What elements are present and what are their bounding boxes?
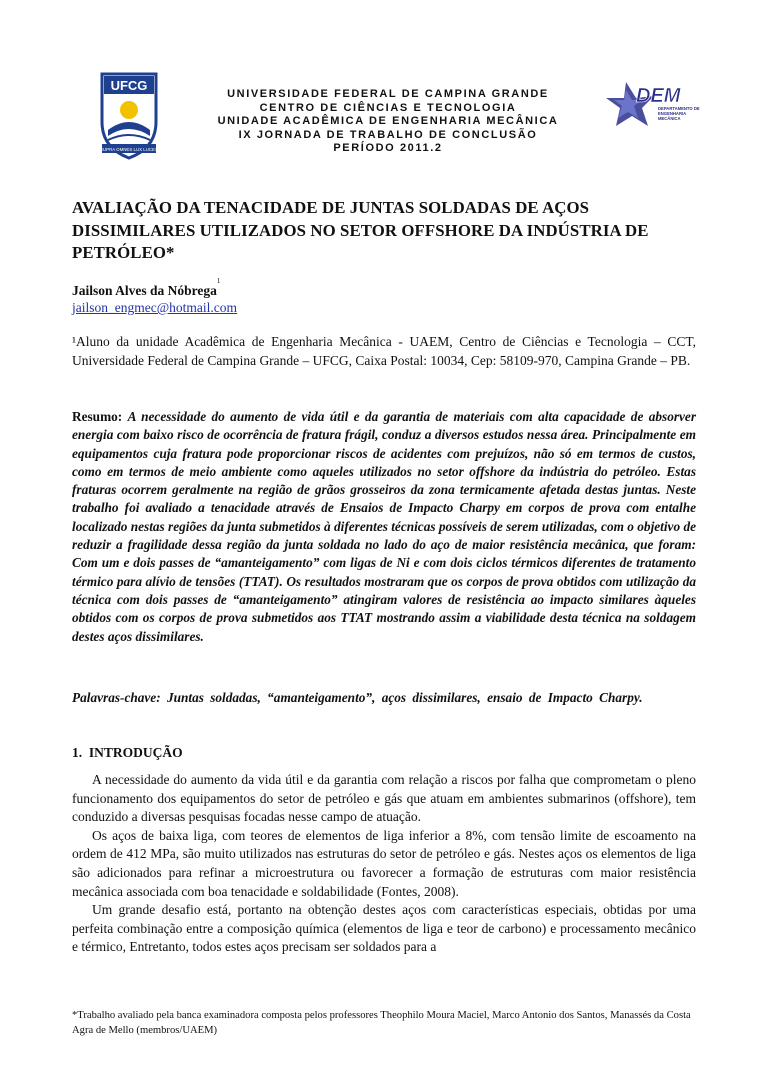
header-line-university: UNIVERSIDADE FEDERAL DE CAMPINA GRANDE [227,88,549,100]
author-name [72,277,221,299]
abstract-text: A necessidade do aumento de vida útil e da garantia de materiais com alta capacidade de absorver energia com baixo risco de ocorrência de fratura frágil, conduz a diversos estudos nessa área. Principalmente em equipamentos cuja fratura pode proporcionar riscos de acidentes com prejuízos, não só em termos de custos, como em termos de meio ambiente como aqueles utilizados no setor offshore da indústria do petróleo. Estas fraturas ocorrem geralmente na região de grãos grosseiros da zona termicamente afetada destas juntas. Neste trabalho foi avaliado a tenacidade através de Ensaios de Impacto Charpy em corpos de prova com entalhe localizado nestas regiões da junta submetidos à diferentes técnicas possíveis de serem utilizadas, com o objetivo de reduzir a fragilidade dessa região da junta soldada no lado do aço de maior resistência mecânica, que foram: Com um e dois passes de “amanteigamento” com ligas de Ni e com dois ciclos térmicos diferentes de tratamento térmico para alívio de tensões (TTAT). Os resultados mostraram que os corpos de prova obtidos com utilização da técnica com dois passes de “amanteigamento” atingiram valores de resistência ao impacto similares àqueles obtidos com os corpos de prova submetidos aos TTAT mostrando assim a viabilidade desta técnica na soldagem destes aços dissimilares. [72,409,697,644]
header-line-center: CENTRO DE CIÊNCIAS E TECNOLOGIA [259,101,517,114]
header-line-period: PERÍODO 2011.2 [333,142,443,155]
ufcg-logo-icon [98,70,160,160]
header-line-unit: UNIDADE ACADÊMICA DE ENGENHARIA MECÂNICA [217,115,559,128]
dem-logo-subtext: DEPARTAMENTO DE ENGENHARIA MECÂNICA [658,106,700,121]
abstract-label: Resumo: [72,409,123,424]
abstract [72,408,696,646]
section-number: 1. [72,745,83,760]
header-line-event: IX JORNADA DE TRABALHO DE CONCLUSÃO [238,128,538,141]
author-name-text: Jailson Alves da Nóbrega [72,283,217,298]
dem-logo-icon [596,76,700,136]
introduction-body [72,771,696,957]
body-paragraph: Um grande desafio está, portanto na obtenção destes aços com características especiais, obtidas por uma perfeita combinação entre a composição química (elementos de liga e teor de carbono) e processamento mecânico e térmico, Entretanto, todos estes aços precisam ser soldados para a [72,902,696,955]
page-header [0,0,768,180]
ufcg-logo-motto: SUPRA OMNES LUX LUCES [100,147,158,152]
ufcg-logo-text: UFCG [110,78,148,93]
author-affiliation-marker: 1 [216,277,221,285]
author-email-link[interactable]: jailson_engmec@hotmail.com [72,300,238,315]
section-heading-introduction [72,745,183,761]
institution-header [178,88,598,156]
body-paragraph: Os aços de baixa liga, com teores de elementos de liga inferior a 8%, com tensão limite de escoamento na ordem de 412 MPa, são muito utilizados nas estruturas do setor de petróleo e gás. Nestes aços os elementos de liga são adicionados para refinar a microestrutura ou favorecer a formação de estruturas com maior resistência mecânica associada com boa tenacidade e soldabilidade (Fontes, 2008). [72,827,696,899]
author-affiliation: ¹Aluno da unidade Acadêmica de Engenharia Mecânica - UAEM, Centro de Ciências e Tecnologia – CCT, Universidade Federal de Campina Grande – UFCG, Caixa Postal: 10034, Cep: 58109-970, Campina Grande – PB. [72,334,696,368]
keywords: Palavras-chave: Juntas soldadas, “amanteigamento”, aços dissimilares, ensaio de Impacto Charpy. [72,690,643,705]
footnote: *Trabalho avaliado pela banca examinadora composta pelos professores Theophilo Moura Maciel, Marco Antonio dos Santos, Manassés da Costa Agra de Mello (membros/UAEM) [72,1010,691,1036]
paper-title: AVALIAÇÃO DA TENACIDADE DE JUNTAS SOLDADAS DE AÇOS DISSIMILARES UTILIZADOS NO SETOR OFFSHORE DA INDÚSTRIA DE PETRÓLEO* [72,198,649,262]
section-title: INTRODUÇÃO [88,745,183,760]
dem-logo-text: DEM [636,85,681,107]
body-paragraph: A necessidade do aumento da vida útil e da garantia com relação a riscos por falha que comprometam o pleno funcionamento dos equipamentos do setor de petróleo e gás que atuam em ambientes submarinos (offshore), tem conduzido a diversas pesquisas focadas nesse campo de atuação. [72,772,696,825]
